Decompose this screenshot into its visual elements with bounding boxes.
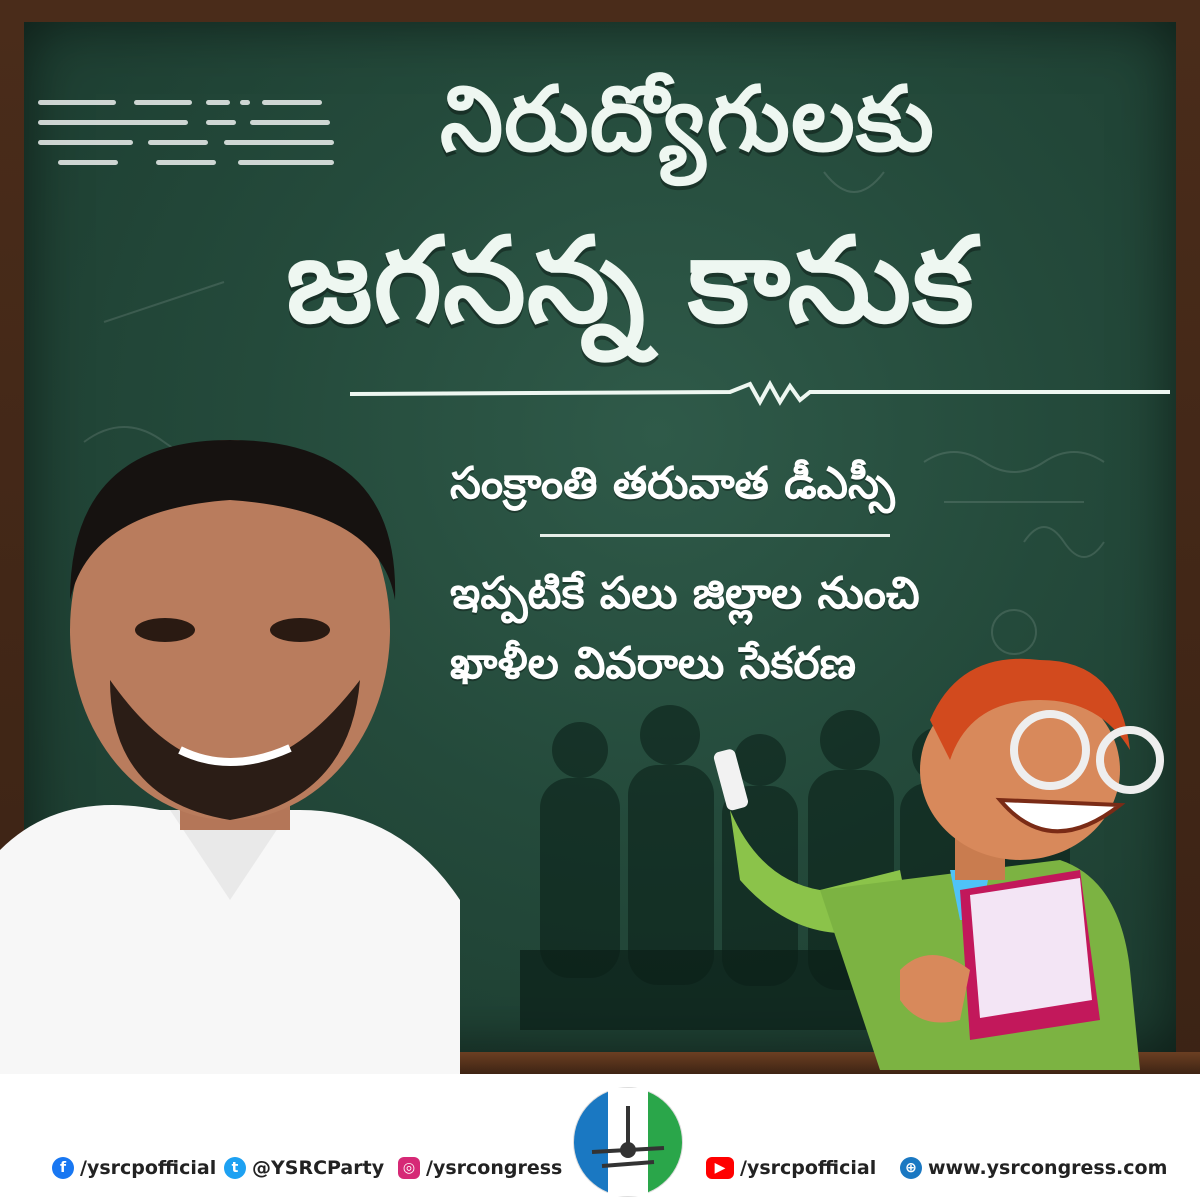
headline-line-1: నిరుద్యోగులకు: [440, 67, 935, 172]
chalk-dashes: [38, 100, 338, 170]
twitter-handle: @YSRCParty: [252, 1157, 385, 1179]
facebook-link[interactable]: [52, 1157, 216, 1179]
youtube-link[interactable]: [706, 1157, 876, 1179]
facebook-icon: f: [52, 1157, 74, 1179]
headline-line-2: జగనన్న కానుక: [286, 211, 975, 349]
instagram-link[interactable]: [398, 1157, 562, 1179]
twitter-icon: t: [224, 1157, 246, 1179]
chalk-underline: [350, 380, 1170, 406]
teacher-cartoon: [700, 640, 1200, 1070]
globe-icon: ⊕: [900, 1157, 922, 1179]
website-url: www.ysrcongress.com: [928, 1157, 1168, 1179]
subtext-line-2: ఇప్పటికే పలు జిల్లాల నుంచి: [450, 568, 920, 619]
youtube-handle: /ysrcpofficial: [740, 1157, 877, 1179]
leader-portrait: [0, 430, 460, 1090]
subtext-line-3: ఖాళీల వివరాలు సేకరణ: [450, 638, 856, 689]
website-link[interactable]: [900, 1157, 1167, 1179]
youtube-icon: ▶: [706, 1157, 734, 1179]
instagram-handle: /ysrcongress: [426, 1157, 563, 1179]
twitter-link[interactable]: [224, 1157, 384, 1179]
facebook-handle: /ysrcpofficial: [80, 1157, 217, 1179]
divider-line: [540, 534, 890, 537]
instagram-icon: ◎: [398, 1157, 420, 1179]
party-logo: [572, 1086, 684, 1198]
subtext-line-1: సంక్రాంతి తరువాత డీఎస్సీ: [450, 458, 895, 509]
